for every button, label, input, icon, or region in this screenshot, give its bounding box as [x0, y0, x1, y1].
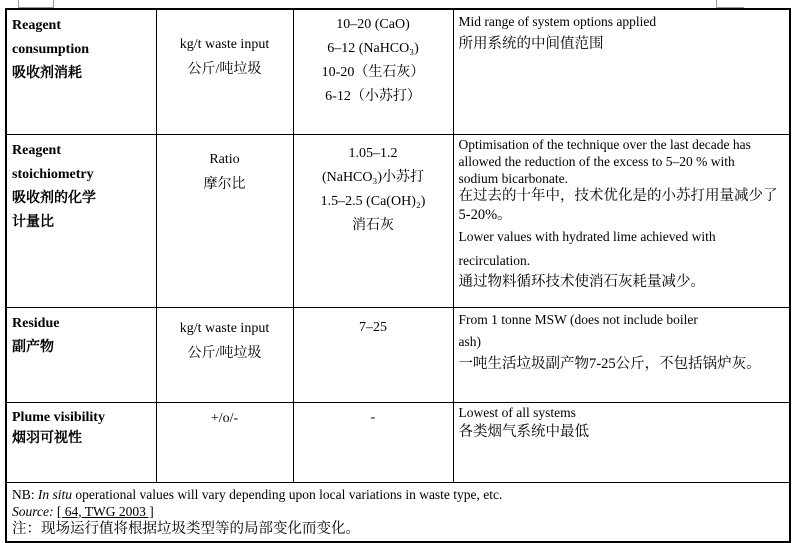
cell-line: Reagent: [12, 18, 61, 33]
cell-line: 7–25: [359, 320, 387, 335]
footnote-nb-rest: operational values will vary depending upon local variations in waste type, etc.: [72, 487, 503, 502]
cell-unit: [156, 308, 293, 403]
cell-comment: [453, 135, 790, 308]
cell-unit: [156, 9, 293, 135]
cell-unit: [156, 135, 293, 308]
footnote-nb-prefix: NB:: [12, 487, 38, 502]
footnote-note-cn: 注：现场运行值将根据垃圾类型等的局部变化而变化。: [12, 521, 360, 537]
cell-line: +/o/-: [210, 411, 239, 426]
cell-line: 消石灰: [352, 218, 394, 233]
cell-line: 一吨生活垃圾副产物7-25公斤，不包括锅炉灰。: [458, 356, 761, 372]
cell-line: recirculation.: [458, 253, 531, 268]
cell-line: From 1 tonne MSW (does not include boiler: [458, 312, 698, 327]
cell-line: 所用系统的中间值范围: [458, 36, 604, 52]
cell-line: Lowest of all systems: [458, 405, 576, 420]
cell-line: Optimisation of the technique over the last decade has: [458, 137, 751, 152]
cell-line: 摩尔比: [203, 177, 246, 192]
parameters-table: [5, 8, 791, 543]
cell-line: consumption: [12, 42, 90, 57]
cell-line: 1.5–2.5 (Ca(OH)₂): [320, 194, 426, 209]
cell-line: Mid range of system options applied: [458, 14, 657, 29]
cell-line: 10–20 (CaO): [336, 17, 410, 32]
cell-parameter: [6, 308, 156, 403]
cell-line: 6–12 (NaHCO₃): [327, 41, 419, 56]
cell-line: 在过去的十年中，技术优化是的小苏打用量减少了: [458, 188, 778, 204]
table-footnote: [6, 483, 790, 543]
cell-line: sodium bicarbonate.: [458, 171, 568, 186]
cell-line: kg/t waste input: [179, 321, 270, 336]
cell-comment: [453, 9, 790, 135]
cell-line: 6-12（小苏打）: [325, 89, 421, 104]
cell-value: [293, 9, 453, 135]
footnote-nb-italic: In situ: [37, 487, 73, 502]
cell-line: kg/t waste input: [179, 37, 270, 52]
cell-line: 副产物: [12, 340, 54, 355]
cell-line: 吸收剂的化学: [12, 191, 96, 206]
table-row-reagent-stoichiometry: [6, 135, 790, 308]
cell-line: Plume visibility: [12, 410, 105, 425]
cell-line: Residue: [12, 316, 60, 331]
cell-line: (NaHCO₃)小苏打: [321, 170, 425, 185]
cell-comment: [453, 403, 790, 483]
cell-line: 烟羽可视性: [12, 431, 82, 446]
cell-line: Lower values with hydrated lime achieved with: [458, 229, 716, 244]
table-row-residue: [6, 308, 790, 403]
cell-line: 5-20%。: [458, 207, 512, 223]
footnote-source: [12, 503, 785, 520]
cell-line: ash): [458, 334, 481, 349]
cell-line: Ratio: [209, 152, 240, 167]
cell-value: [293, 403, 453, 483]
cell-line: 计量比: [12, 215, 54, 230]
cell-line: 公斤/吨垃圾: [187, 346, 262, 361]
cell-comment: [453, 308, 790, 403]
table-row-reagent-consumption: [6, 9, 790, 135]
cell-unit: [156, 403, 293, 483]
cell-line: 通过物料循环技术使消石灰耗量减少。: [458, 274, 705, 290]
cell-line: 公斤/吨垃圾: [187, 62, 262, 77]
cell-line: 1.05–1.2: [348, 146, 398, 161]
cell-line: allowed the reduction of the excess to 5–20 % with: [458, 154, 735, 169]
cell-line: 吸收剂消耗: [12, 66, 82, 81]
footnote-source-label: Source:: [12, 504, 57, 519]
cell-value: [293, 135, 453, 308]
cell-line: 各类烟气系统中最低: [458, 424, 589, 440]
table-footnote-row: [6, 483, 790, 543]
cell-parameter: [6, 135, 156, 308]
table-row-plume-visibility: [6, 403, 790, 483]
footnote-nb: [12, 486, 785, 503]
cell-line: 10-20（生石灰）: [321, 65, 425, 80]
cell-line: Reagent: [12, 143, 61, 158]
cell-line: stoichiometry: [12, 167, 94, 182]
cell-parameter: [6, 403, 156, 483]
cell-value: [293, 308, 453, 403]
footnote-source-ref: [ 64, TWG 2003 ]: [56, 504, 154, 519]
cell-parameter: [6, 9, 156, 135]
cell-line: -: [370, 410, 376, 425]
